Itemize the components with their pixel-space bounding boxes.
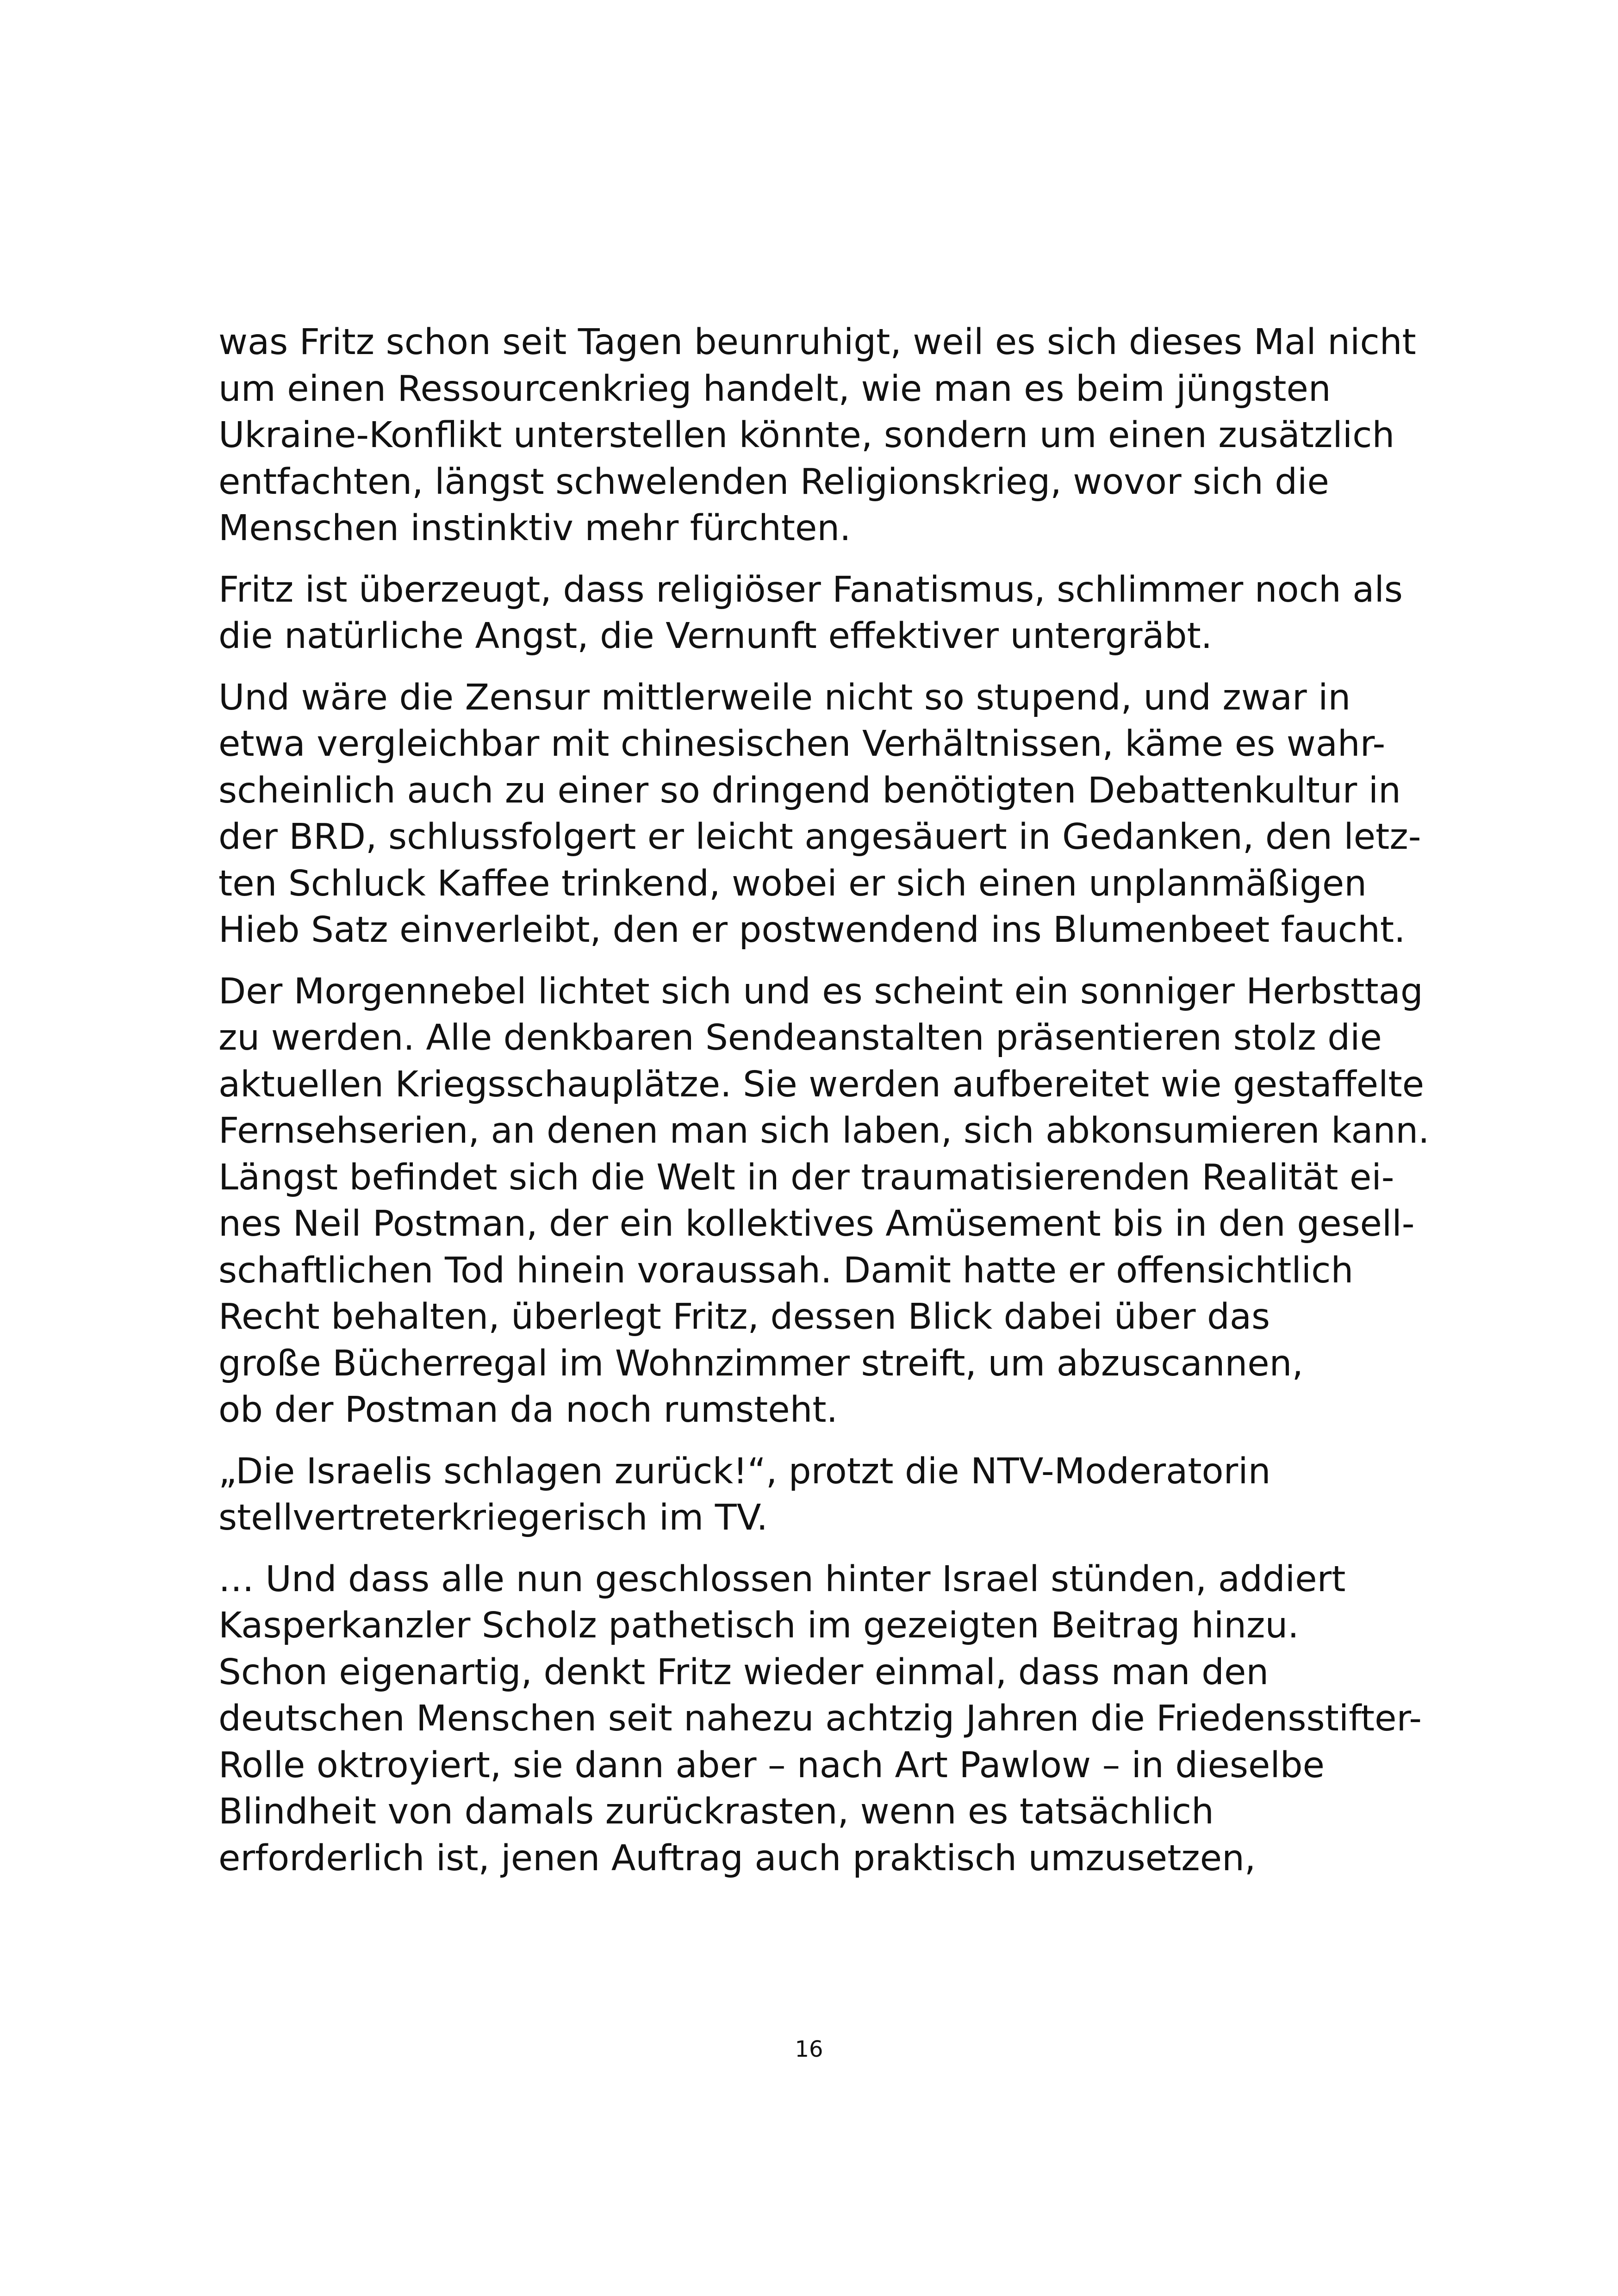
paragraph xyxy=(218,567,1422,660)
text-line: Kasperkanzler Scholz pathetisch im gezeigten Beitrag hinzu. xyxy=(218,1605,1299,1646)
paragraph xyxy=(218,1556,1422,1882)
text-line: etwa vergleichbar mit chinesischen Verhältnissen, käme es wahr- xyxy=(218,723,1386,765)
text-line: erforderlich ist, jenen Auftrag auch praktisch umzusetzen, xyxy=(218,1837,1256,1879)
text-line: Der Morgennebel lichtet sich und es scheint ein sonniger Herbsttag xyxy=(218,971,1423,1012)
paragraph xyxy=(218,675,1422,954)
paragraph xyxy=(218,319,1422,552)
text-line: stellvertreterkriegerisch im TV. xyxy=(218,1497,768,1538)
text-line: zu werden. Alle denkbaren Sendeanstalten präsentieren stolz die xyxy=(218,1017,1382,1058)
text-line: Blindheit von damals zurückrasten, wenn es tatsächlich xyxy=(218,1791,1214,1832)
text-line: ten Schluck Kaffee trinkend, wobei er sich einen unplanmäßigen xyxy=(218,863,1367,904)
text-line: schaftlichen Tod hinein voraussah. Damit hatte er offensichtlich xyxy=(218,1250,1354,1291)
text-line: um einen Ressourcenkrieg handelt, wie man es beim jüngsten xyxy=(218,368,1331,410)
text-line: der BRD, schlussfolgert er leicht angesäuert in Gedanken, den letz- xyxy=(218,816,1421,858)
text-line: Und wäre die Zensur mittlerweile nicht so stupend, und zwar in xyxy=(218,677,1351,718)
text-line: große Bücherregal im Wohnzimmer streift, um abzuscannen, xyxy=(218,1343,1303,1384)
text-line: die natürliche Angst, die Vernunft effektiver untergräbt. xyxy=(218,616,1213,657)
text-line: „Die Israelis schlagen zurück!“, protzt die NTV-Moderatorin xyxy=(218,1450,1271,1492)
paragraph xyxy=(218,1449,1422,1542)
page-number: 16 xyxy=(795,2036,823,2062)
text-line: entfachten, längst schwelenden Religionskrieg, wovor sich die xyxy=(218,461,1329,503)
text-line: nes Neil Postman, der ein kollektives Amüsement bis in den gesell- xyxy=(218,1203,1415,1244)
text-line: Fritz ist überzeugt, dass religiöser Fanatismus, schlimmer noch als xyxy=(218,569,1403,610)
text-line: ob der Postman da noch rumsteht. xyxy=(218,1389,838,1431)
text-line: Rolle oktroyiert, sie dann aber – nach Art Pawlow – in dieselbe xyxy=(218,1744,1325,1786)
text-line: Schon eigenartig, denkt Fritz wieder einmal, dass man den xyxy=(218,1651,1269,1693)
text-line: Hieb Satz einverleibt, den er postwendend ins Blumenbeet faucht. xyxy=(218,909,1406,951)
text-line: aktuellen Kriegsschauplätze. Sie werden aufbereitet wie gestaffelte xyxy=(218,1064,1425,1105)
text-line: … Und dass alle nun geschlossen hinter Israel stünden, addiert xyxy=(218,1558,1346,1600)
text-line: scheinlich auch zu einer so dringend benötigten Debattenkultur in xyxy=(218,770,1401,811)
body-text xyxy=(218,319,1430,1882)
text-line: deutschen Menschen seit nahezu achtzig Jahren die Friedensstifter- xyxy=(218,1698,1422,1739)
text-line: Menschen instinktiv mehr fürchten. xyxy=(218,508,851,549)
text-line: Längst befindet sich die Welt in der traumatisierenden Realität ei- xyxy=(218,1157,1394,1198)
text-line: Fernsehserien, an denen man sich laben, sich abkonsumieren kann. xyxy=(218,1110,1430,1151)
text-line: Ukraine-Konflikt unterstellen könnte, sondern um einen zusätzlich xyxy=(218,415,1395,456)
text-line: Recht behalten, überlegt Fritz, dessen Blick dabei über das xyxy=(218,1296,1270,1338)
paragraph xyxy=(218,969,1430,1434)
text-line: was Fritz schon seit Tagen beunruhigt, weil es sich dieses Mal nicht xyxy=(218,322,1416,363)
